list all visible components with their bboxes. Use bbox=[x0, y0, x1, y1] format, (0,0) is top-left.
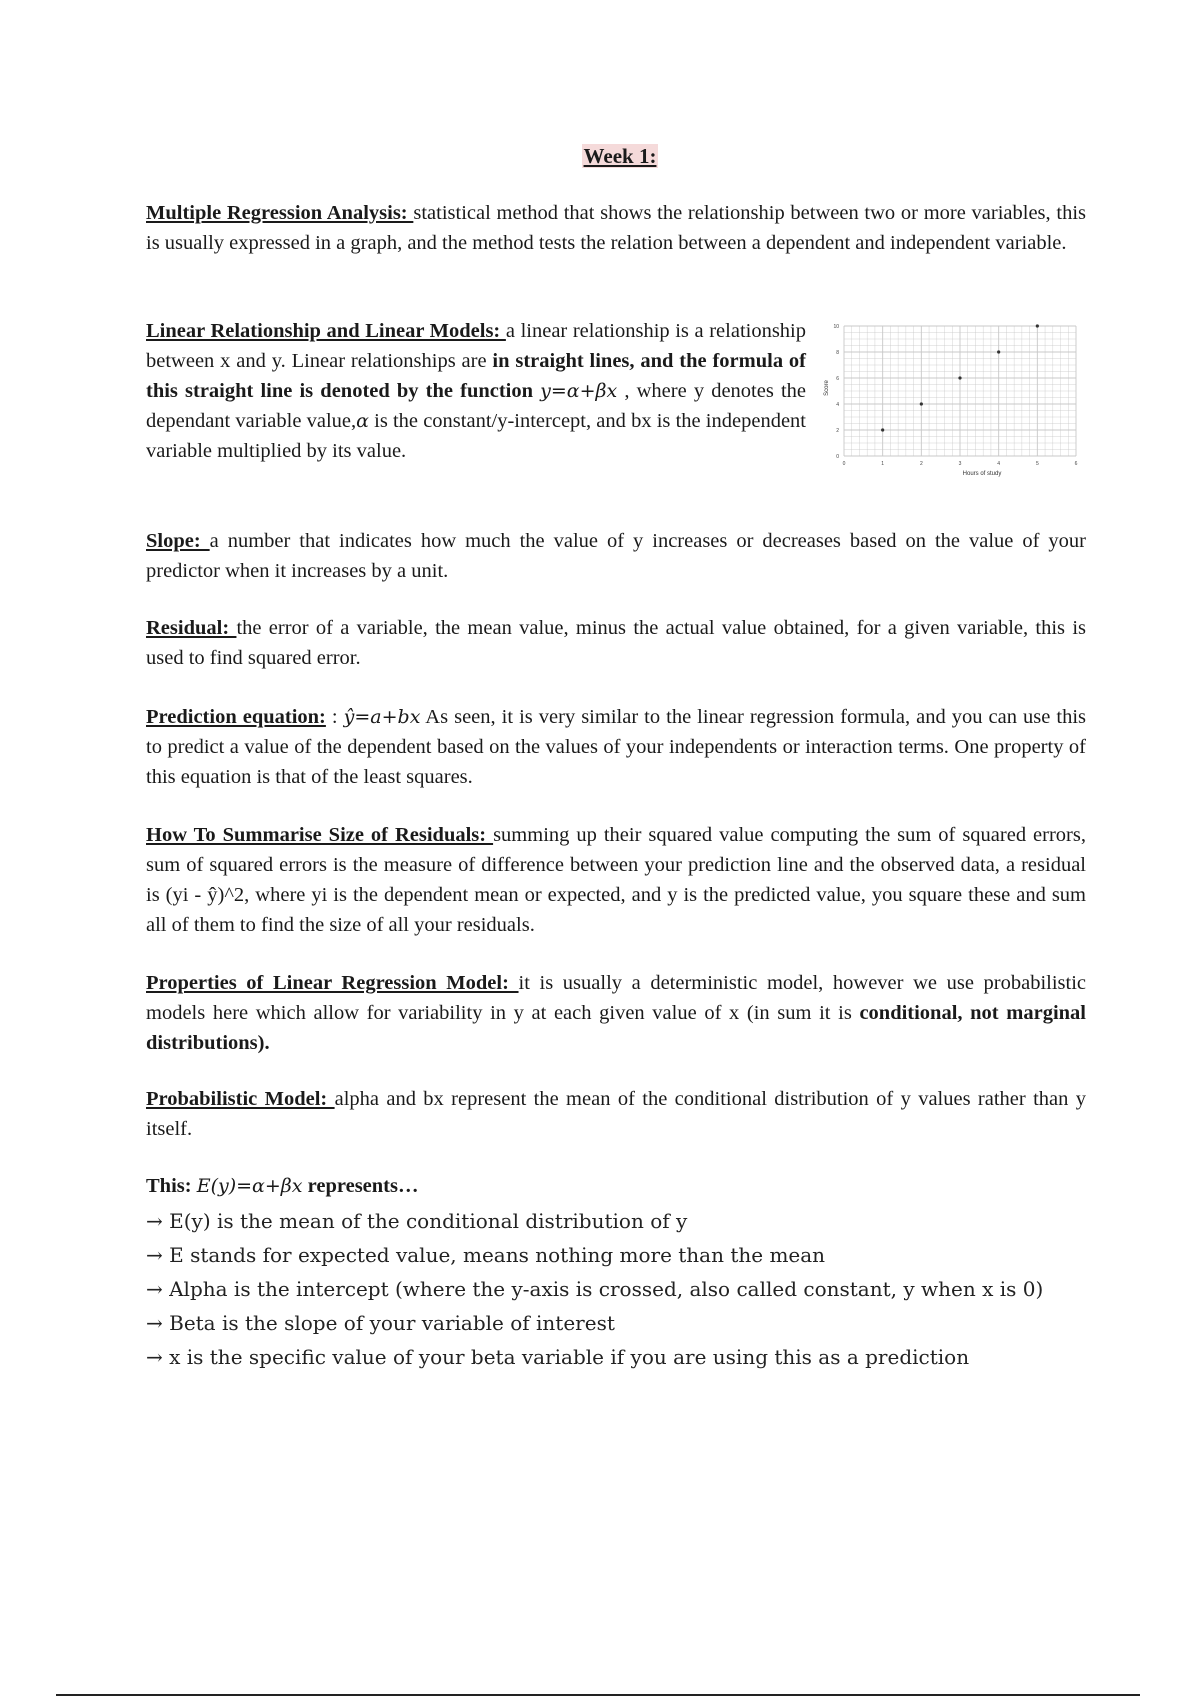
properties-text: it is usually a deterministic model, however we use probabilistic models here which allow for variability in y at each given value of x (in sum it is bbox=[146, 972, 1086, 1024]
y-tick-label: 6 bbox=[836, 376, 839, 382]
y-tick-label: 4 bbox=[836, 402, 839, 408]
linear-relationship-bold: in straight lines, and the formula of this straight line is denoted by the function bbox=[146, 350, 806, 402]
x-tick-label: 2 bbox=[919, 461, 923, 467]
bottom-rule bbox=[56, 1694, 1140, 1696]
alpha-symbol: α bbox=[356, 410, 369, 432]
scatter-chart-svg bbox=[822, 318, 1084, 478]
x-tick-label: 6 bbox=[1074, 461, 1078, 467]
list-item: → x is the specific value of your beta variable if you are using this as a prediction bbox=[146, 1345, 970, 1369]
summarise-residuals-text: summing up their squared value computing the sum of squared errors, sum of squared errors is the measure of difference between your prediction line and the observed data, a residual is (yi - ŷ)^2, where yi is the dependent mean or expected, and y is the predicted value, you square these and sum all of them to find the size of all your residuals. bbox=[146, 824, 1086, 936]
this-line bbox=[146, 1171, 1086, 1201]
prediction-equation-text: As seen, it is very similar to the linear regression formula, and you can use this to predict a value of the dependent based on the values of your independents or interaction terms. One property of this equation is that of the least squares. bbox=[146, 706, 1086, 788]
data-point bbox=[958, 376, 961, 379]
prediction-formula: ŷ=a+bx bbox=[343, 706, 421, 728]
data-point bbox=[920, 402, 923, 405]
multiple-regression-paragraph bbox=[146, 198, 1086, 258]
y-tick-label: 2 bbox=[836, 428, 839, 434]
residual-text: the error of a variable, the mean value, minus the actual value obtained, for a given variable, this is used to find squared error. bbox=[146, 617, 1086, 669]
linear-formula: y=α+βx bbox=[540, 380, 618, 402]
probabilistic-text: alpha and bx represent the mean of the conditional distribution of y values rather than y itself. bbox=[146, 1088, 1086, 1140]
x-axis-label: Hours of study bbox=[962, 471, 1002, 477]
properties-term: Properties of Linear Regression Model: bbox=[146, 972, 519, 994]
list-item: → Alpha is the intercept (where the y-axis is crossed, also called constant, y when x is 0) bbox=[146, 1277, 1044, 1301]
x-tick-label: 3 bbox=[958, 461, 962, 467]
list-item: → Beta is the slope of your variable of interest bbox=[146, 1311, 615, 1335]
prediction-equation-paragraph bbox=[146, 702, 1086, 792]
x-tick-label: 0 bbox=[842, 461, 846, 467]
x-tick-label: 5 bbox=[1035, 461, 1039, 467]
linear-relationship-paragraph bbox=[146, 316, 806, 466]
prediction-equation-prefix: : bbox=[325, 706, 344, 728]
linear-relationship-text-1: a linear relationship is a relationship between x and y. Linear relationships are bbox=[146, 320, 807, 372]
data-point bbox=[881, 428, 884, 431]
list-item: → E stands for expected value, means nothing more than the mean bbox=[146, 1243, 826, 1267]
probabilistic-term: Probabilistic Model: bbox=[146, 1088, 335, 1110]
y-tick-label: 8 bbox=[836, 350, 839, 356]
this-label: This: bbox=[146, 1175, 197, 1197]
properties-bold: conditional, not marginal distributions). bbox=[146, 1002, 1086, 1054]
scatter-chart bbox=[822, 318, 1084, 478]
linear-relationship-text-3: is the constant/y-intercept, and bx is the independent variable multiplied by its value. bbox=[146, 410, 806, 462]
multiple-regression-term: Multiple Regression Analysis: bbox=[146, 202, 414, 224]
x-tick-label: 1 bbox=[881, 461, 885, 467]
y-tick-label: 10 bbox=[833, 324, 839, 330]
data-point bbox=[997, 350, 1000, 353]
properties-paragraph bbox=[146, 968, 1086, 1058]
data-point bbox=[1036, 324, 1039, 327]
summarise-residuals-term: How To Summarise Size of Residuals: bbox=[146, 824, 494, 846]
explanation-list bbox=[146, 1204, 1086, 1374]
probabilistic-paragraph bbox=[146, 1084, 1086, 1144]
linear-relationship-text-2: , where y denotes the dependant variable value, bbox=[146, 380, 806, 432]
summarise-residuals-paragraph bbox=[146, 820, 1086, 940]
prediction-equation-term: Prediction equation: bbox=[146, 706, 326, 728]
y-axis-label: Score bbox=[824, 380, 830, 396]
title-text: Week 1: bbox=[583, 144, 657, 168]
slope-term: Slope: bbox=[146, 530, 210, 552]
multiple-regression-text: statistical method that shows the relationship between two or more variables, this is usually expressed in a graph, and the method tests the relation between a dependent and independent variable. bbox=[146, 202, 1086, 254]
residual-term: Residual: bbox=[146, 617, 237, 639]
list-item: → E(y) is the mean of the conditional distribution of y bbox=[146, 1209, 688, 1233]
slope-paragraph bbox=[146, 526, 1086, 586]
this-rest: represents… bbox=[302, 1175, 419, 1197]
x-tick-label: 4 bbox=[997, 461, 1001, 467]
y-tick-label: 0 bbox=[836, 454, 839, 460]
linear-relationship-term: Linear Relationship and Linear Models: bbox=[146, 320, 506, 342]
expected-value-formula: E(y)=α+βx bbox=[196, 1175, 303, 1197]
slope-text: a number that indicates how much the value of y increases or decreases based on the value of your predictor when it increases by a unit. bbox=[146, 530, 1086, 582]
page-title bbox=[0, 144, 1200, 169]
residual-paragraph bbox=[146, 613, 1086, 673]
chart-grid bbox=[844, 326, 1076, 456]
